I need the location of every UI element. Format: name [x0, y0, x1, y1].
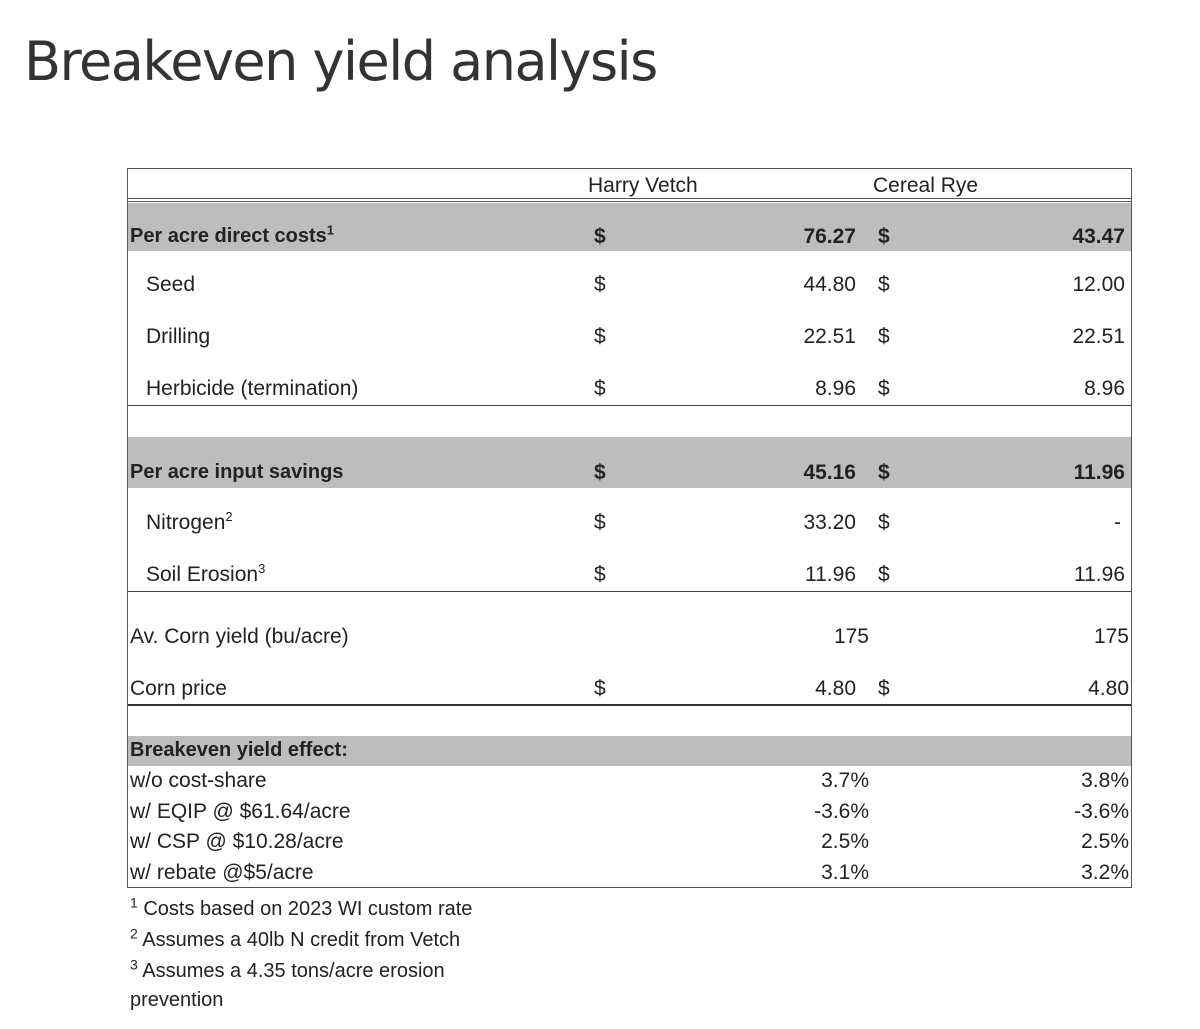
rye-value: 12.00 [1072, 273, 1125, 296]
direct-costs-rye: 43.47 [1072, 225, 1125, 248]
currency-symbol: $ [878, 461, 890, 484]
row-label: w/ EQIP @ $61.64/acre [130, 800, 351, 823]
vetch-value: 2.5% [821, 830, 869, 853]
currency-symbol: $ [878, 325, 890, 348]
direct-costs-vetch: 76.27 [803, 225, 856, 248]
breakeven-table [127, 168, 1132, 888]
rye-value: 175 [1093, 625, 1129, 648]
rye-value: 22.51 [1072, 325, 1125, 348]
vetch-value: 44.80 [803, 273, 856, 296]
row-label: Nitrogen$^2$ [146, 509, 233, 534]
row-label: Herbicide (termination) [146, 377, 359, 400]
footnote: $^2$ Assumes a 40lb N credit from Vetch [130, 925, 461, 951]
vetch-value: 4.80 [815, 677, 856, 700]
currency-symbol: $ [878, 677, 890, 700]
currency-symbol: $ [878, 273, 890, 296]
row-label: Seed [146, 273, 196, 296]
currency-symbol: $ [594, 677, 606, 700]
currency-symbol: $ [594, 377, 606, 400]
header-divider-2 [128, 201, 1131, 202]
vetch-value: 11.96 [805, 563, 856, 586]
row-label: Corn price [130, 677, 227, 700]
vetch-value: 3.7% [821, 769, 869, 792]
section-divider [128, 591, 1131, 592]
rye-value: 3.8% [1081, 769, 1129, 792]
section-divider [128, 704, 1131, 706]
column-header-cereal-rye: Cereal Rye [873, 174, 979, 197]
row-label: Soil Erosion$^3$ [146, 561, 266, 586]
vetch-value: 3.1% [821, 861, 869, 884]
footnote: $^3$ Assumes a 4.35 tons/acre erosion [130, 956, 445, 982]
vetch-value: 22.51 [803, 325, 856, 348]
breakeven-header-row [128, 736, 1131, 766]
currency-symbol: $ [594, 273, 606, 296]
row-label: w/ rebate @$5/acre [130, 861, 314, 884]
currency-symbol: $ [594, 563, 606, 586]
rye-value: 3.2% [1081, 861, 1129, 884]
input-savings-row [128, 437, 1131, 488]
vetch-value: 33.20 [803, 511, 856, 534]
currency-symbol: $ [878, 511, 890, 534]
row-label: w/o cost-share [130, 769, 267, 792]
footnote: $^1$ Costs based on 2023 WI custom rate [130, 894, 473, 920]
rye-value: 4.80 [1088, 677, 1129, 700]
footnotes [130, 894, 472, 1016]
breakeven-label: Breakeven yield effect: [130, 739, 348, 761]
currency-symbol: $ [594, 511, 606, 534]
input-savings-label: Per acre input savings [130, 461, 344, 483]
vetch-value: 8.96 [815, 377, 856, 400]
direct-costs-row [128, 203, 1131, 251]
column-header-harry-vetch: Harry Vetch [588, 174, 698, 197]
currency-symbol: $ [878, 225, 890, 248]
input-savings-rye: 11.96 [1073, 461, 1125, 484]
rye-value: 11.96 [1074, 563, 1125, 586]
rye-value: 2.5% [1081, 830, 1129, 853]
rye-value: -3.6% [1074, 800, 1129, 823]
vetch-value: -3.6% [814, 800, 869, 823]
header-divider [128, 198, 1131, 199]
row-label: Av. Corn yield (bu/acre) [130, 625, 349, 648]
rye-value: 8.96 [1084, 377, 1125, 400]
currency-symbol: $ [878, 377, 890, 400]
direct-costs-label: Per acre direct costs$^1$ [130, 222, 335, 247]
input-savings-vetch: 45.16 [803, 461, 856, 484]
row-label: Drilling [146, 325, 211, 348]
currency-symbol: $ [594, 325, 606, 348]
page-title: Breakeven yield analysis [24, 30, 657, 93]
section-divider [128, 405, 1131, 406]
rye-value: - [1114, 511, 1121, 534]
currency-symbol: $ [594, 461, 606, 484]
currency-symbol: $ [878, 563, 890, 586]
vetch-value: 175 [833, 625, 869, 648]
footnote: prevention [130, 989, 224, 1011]
currency-symbol: $ [594, 225, 606, 248]
row-label: w/ CSP @ $10.28/acre [130, 830, 344, 853]
